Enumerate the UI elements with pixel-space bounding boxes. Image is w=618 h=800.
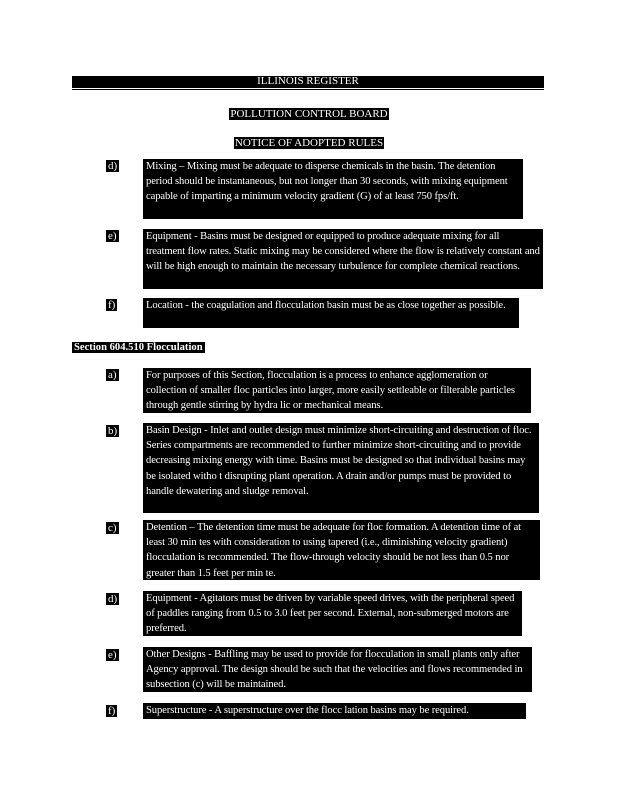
item-text-equipment: Equipment - Basins must be designed or equipped to produce adequate mixing for all treatment flow rates. Static mixing may be considered where the flow is relatively constant and will be high enough to maintain the necessary turbulence for complete chemical reactions. <box>143 229 543 289</box>
register-header-bar <box>72 76 544 88</box>
header-rule <box>72 89 544 90</box>
item-label-e: e) <box>108 230 117 242</box>
sec-item-text-other-designs: Other Designs - Baffling may be used to provide for flocculation in small plants only after Agency approval. The design should be such that the velocities and flows recommended in subsection (c) will be maintained. <box>143 647 532 692</box>
sec-item-label-b: b) <box>108 425 118 437</box>
sec-item-label-c: c) <box>108 522 117 534</box>
notice-title-line <box>0 133 618 151</box>
sec-item-label-f: f) <box>108 705 116 717</box>
item-text-mixing: Mixing – Mixing must be adequate to disperse chemicals in the basin. The detention period should be instantaneous, but not longer than 30 seconds, with mixing equipment capable of imparting a minimum velocity gradient (G) of at least 750 fps/ft. <box>143 159 523 219</box>
register-title: ILLINOIS REGISTER <box>257 75 359 87</box>
board-title-line <box>0 104 618 122</box>
item-label-d: d) <box>108 160 118 172</box>
item-text-location: Location - the coagulation and flocculation basin must be as close together as possible. <box>143 298 519 328</box>
board-title: POLLUTION CONTROL BOARD <box>230 108 388 120</box>
sec-item-text-detention: Detention – The detention time must be adequate for floc formation. A detention time of at least 30 min tes with consideration to using tapered (i.e., diminishing velocity gradient) flocculation is recommended. The flow-through velocity should be not less than 0.5 nor greater than 1.5 feet per min te. <box>143 520 540 580</box>
notice-title: NOTICE OF ADOPTED RULES <box>234 137 384 149</box>
sec-item-text-equipment: Equipment - Agitators must be driven by variable speed drives, with the peripheral speed of paddles ranging from 0.5 to 3.0 feet per second. External, non-submerged motors are preferred. <box>143 591 522 636</box>
section-heading: Section 604.510 Flocculation <box>74 342 203 353</box>
sec-item-text-purpose: For purposes of this Section, flocculation is a process to enhance agglomeration or collection of smaller floc particles into larger, more easily settleable or filterable particles through gentle stirring by hydra lic or mechanical means. <box>143 368 531 413</box>
item-label-f: f) <box>108 299 116 311</box>
sec-item-text-superstructure: Superstructure - A superstructure over the flocc lation basins may be required. <box>143 703 526 719</box>
sec-item-label-e: e) <box>108 649 117 661</box>
sec-item-text-basin-design: Basin Design - Inlet and outlet design must minimize short-circuiting and destruction of floc. Series compartments are recommended to further minimize short-circuiting and to provide decreasing mixing energy with time. Basins must be designed so that individual basins may be isolated witho t disrupting plant operation. A drain and/or pumps must be provided to handle dewatering and sludge removal. <box>143 423 539 513</box>
sec-item-label-a: a) <box>108 369 117 381</box>
sec-item-label-d: d) <box>108 593 118 605</box>
